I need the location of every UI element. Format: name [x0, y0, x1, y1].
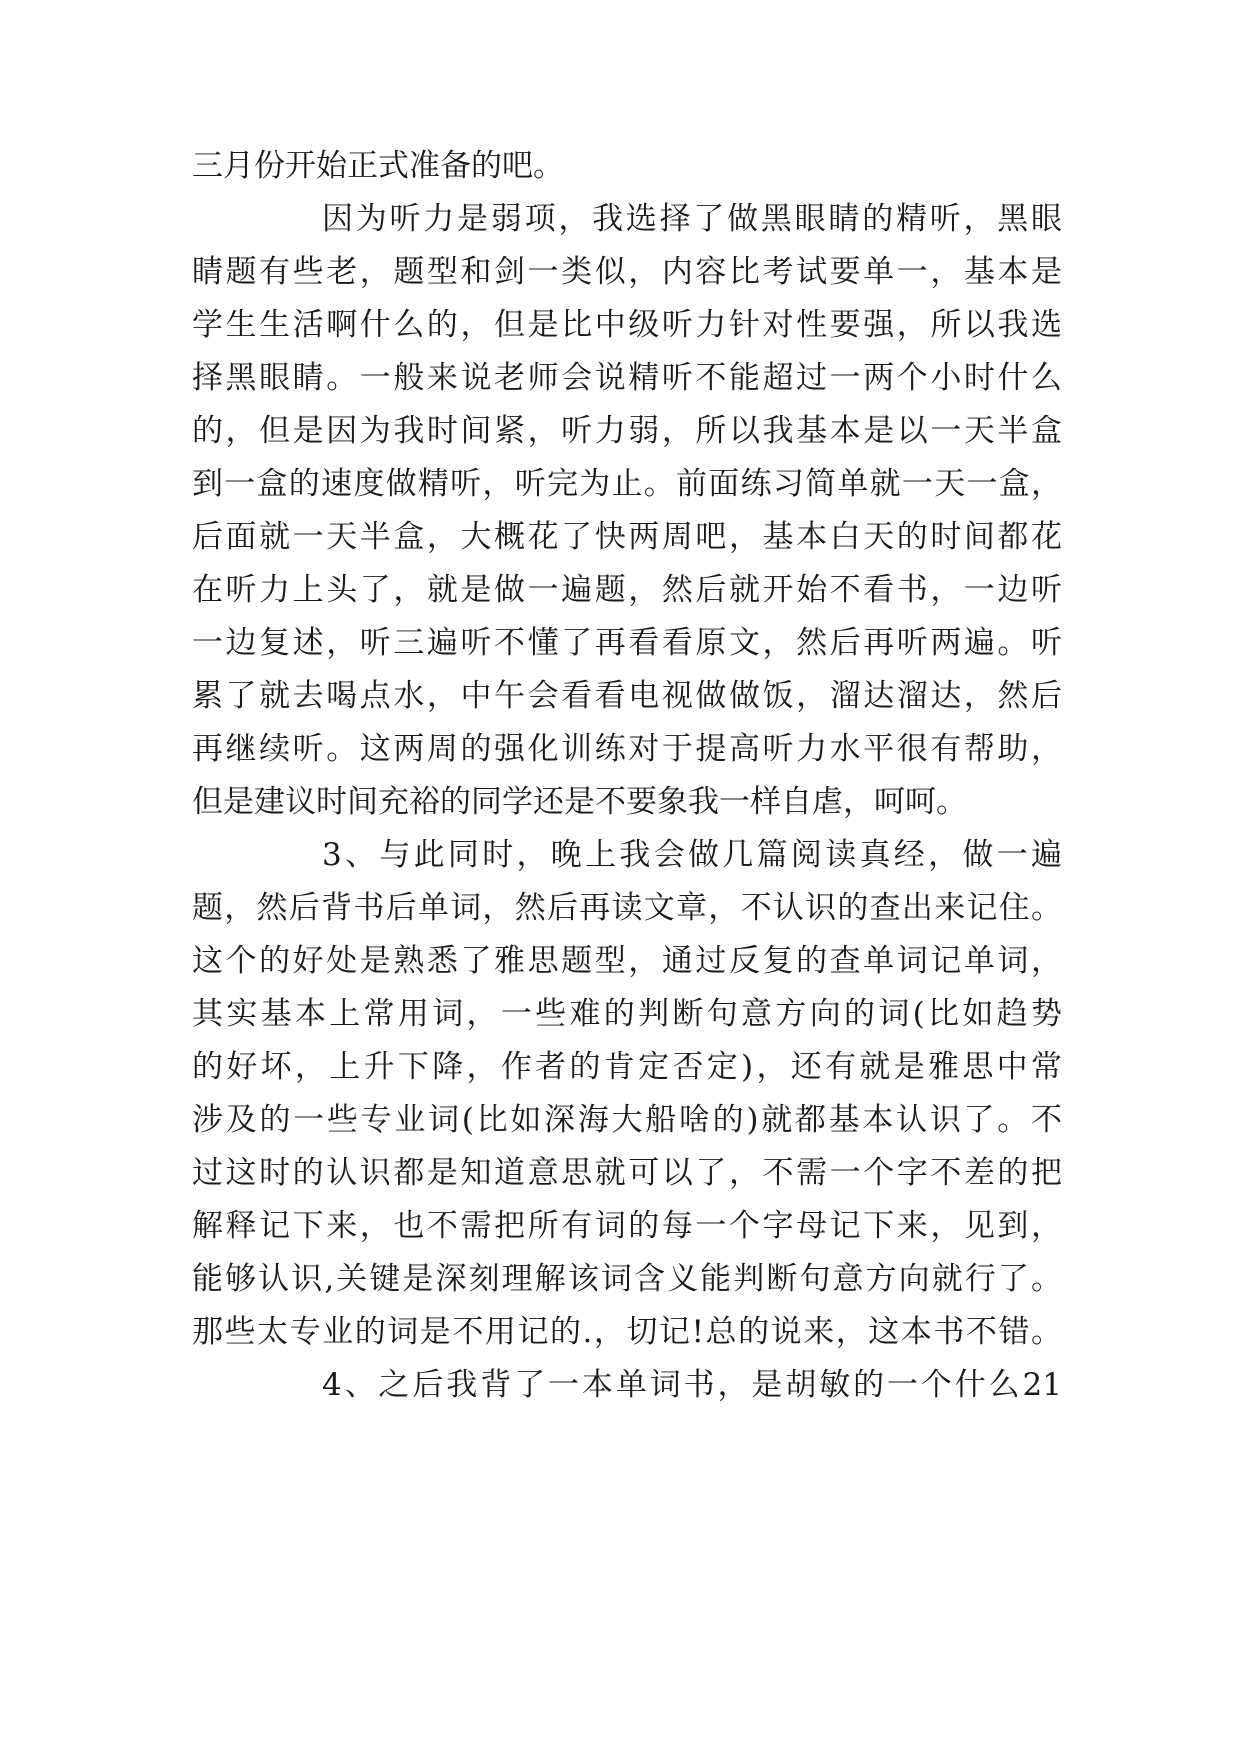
text-line: 因为听力是弱项，我选择了做黑眼睛的精听，黑眼: [322, 201, 1062, 237]
text-line: 过这时的认识都是知道意思就可以了，不需一个字不差的把: [192, 1155, 1062, 1191]
text-line: 三月份开始正式准备的吧。: [192, 148, 564, 184]
text-line: 学生生活啊什么的，但是比中级听力针对性要强，所以我选: [192, 307, 1062, 343]
text-line: 其实基本上常用词，一些难的判断句意方向的词(比如趋势: [192, 996, 1062, 1032]
text-line: 那些太专业的词是不用记的.，切记!总的说来，这本书不错。: [192, 1314, 1062, 1350]
text-line: 这个的好处是熟悉了雅思题型，通过反复的查单词记单词，: [192, 943, 1062, 979]
text-line: 到一盒的速度做精听，听完为止。前面练习简单就一天一盒，: [192, 466, 1062, 502]
text-line: 再继续听。这两周的强化训练对于提高听力水平很有帮助，: [192, 731, 1062, 767]
text-line: 4、之后我背了一本单词书，是胡敏的一个什么21: [322, 1367, 1062, 1403]
text-line: 但是建议时间充裕的同学还是不要象我一样自虐，呵呵。: [192, 784, 967, 820]
text-line: 在听力上头了，就是做一遍题，然后就开始不看书，一边听: [192, 572, 1062, 608]
text-line: 能够认识,关键是深刻理解该词含义能判断句意方向就行了。: [192, 1261, 1062, 1297]
text-line: 累了就去喝点水，中午会看看电视做做饭，溜达溜达，然后: [192, 678, 1062, 714]
text-line: 的，但是因为我时间紧，听力弱，所以我基本是以一天半盒: [192, 413, 1062, 449]
text-line: 一边复述，听三遍听不懂了再看看原文，然后再听两遍。听: [192, 625, 1062, 661]
text-line: 3、与此同时，晚上我会做几篇阅读真经，做一遍: [322, 837, 1062, 873]
text-line: 解释记下来，也不需把所有词的每一个字母记下来，见到，: [192, 1208, 1062, 1244]
text-line: 的好坏，上升下降，作者的肯定否定)，还有就是雅思中常: [192, 1049, 1062, 1085]
text-line: 择黑眼睛。一般来说老师会说精听不能超过一两个小时什么: [192, 360, 1062, 396]
text-line: 题，然后背书后单词，然后再读文章，不认识的查出来记住。: [192, 890, 1062, 926]
text-line: 睛题有些老，题型和剑一类似，内容比考试要单一，基本是: [192, 254, 1062, 290]
text-line: 涉及的一些专业词(比如深海大船啥的)就都基本认识了。不: [192, 1102, 1062, 1138]
text-line: 后面就一天半盒，大概花了快两周吧，基本白天的时间都花: [192, 519, 1062, 555]
